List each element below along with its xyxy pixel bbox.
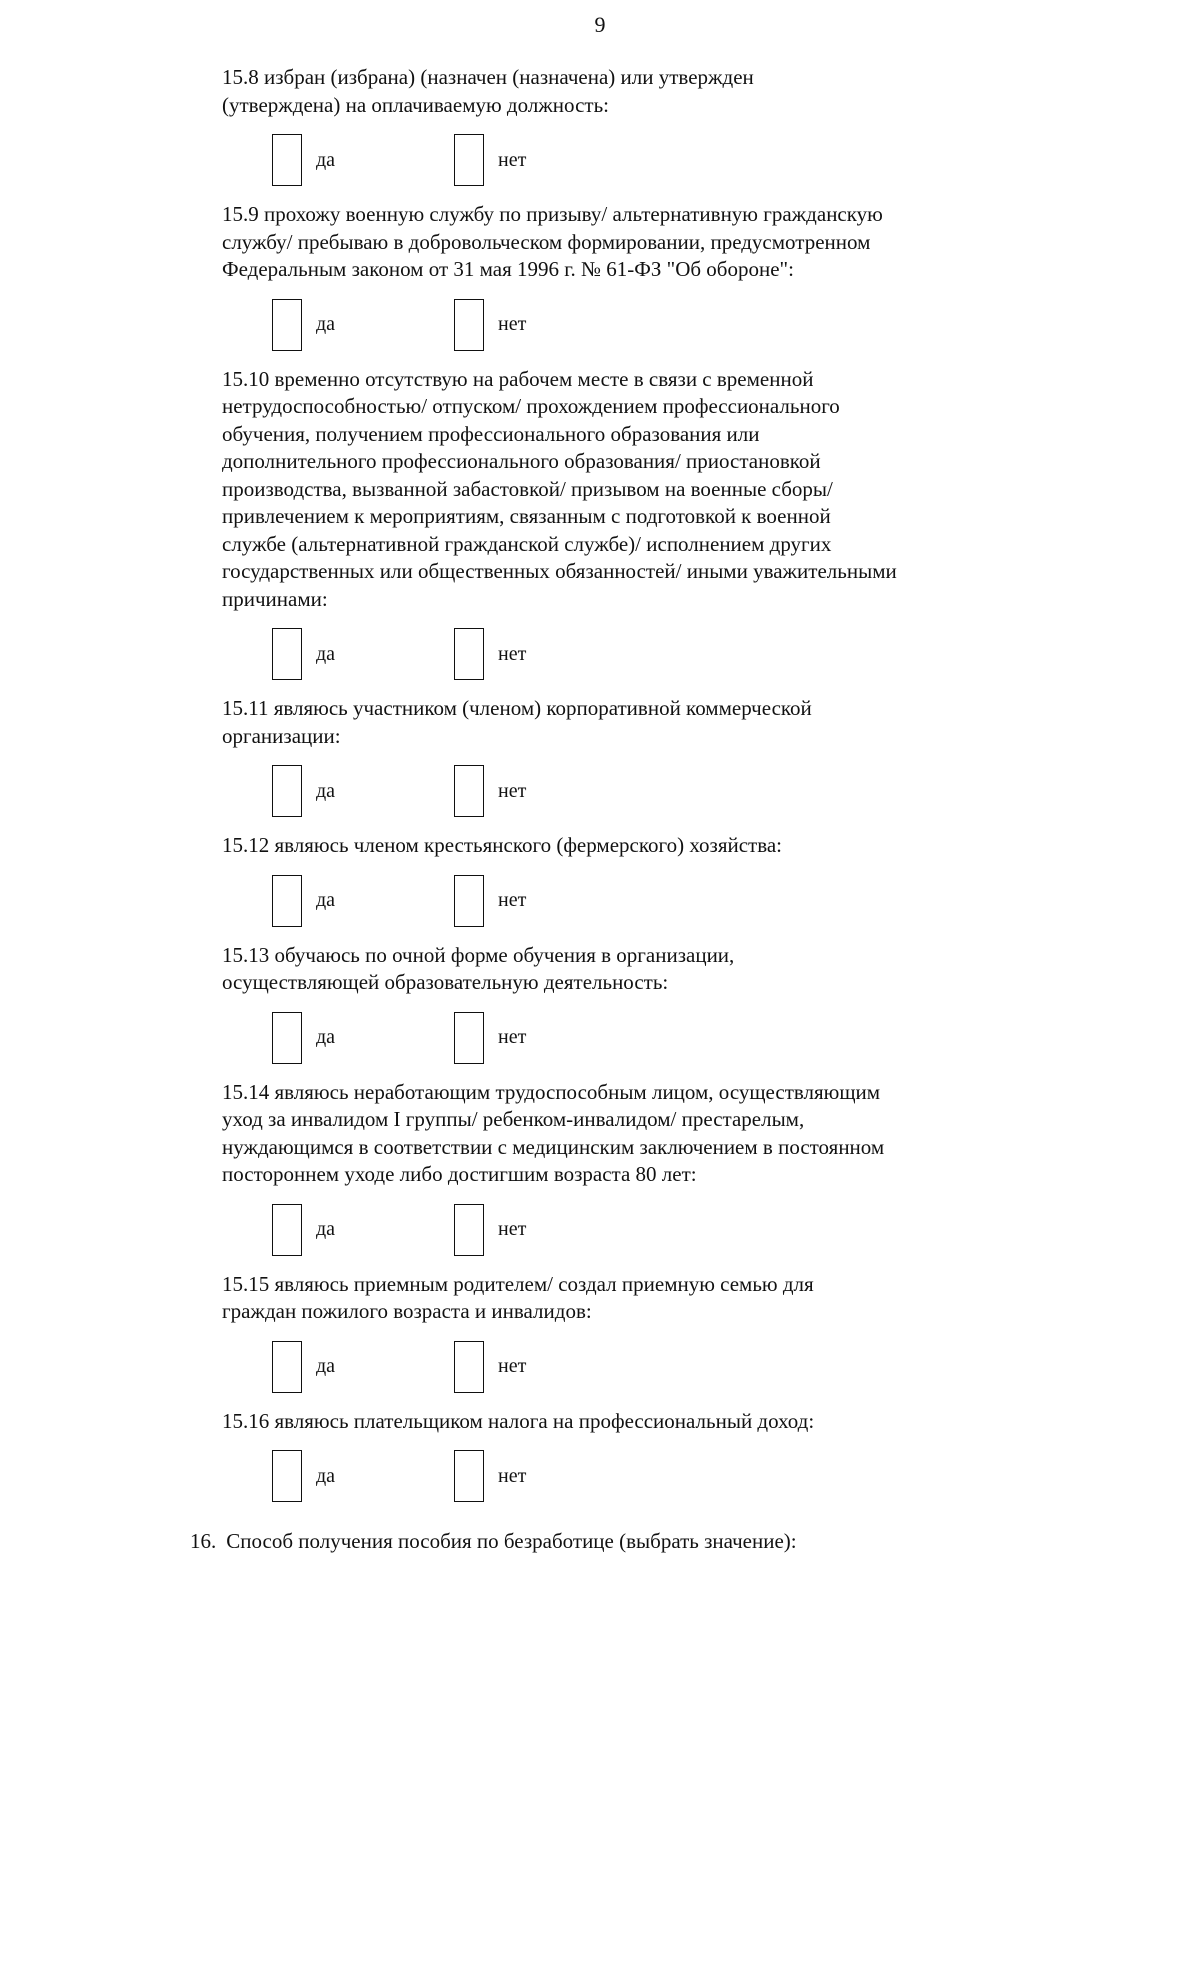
answer-options — [222, 1449, 1022, 1503]
no-label: нет — [498, 1464, 527, 1487]
section-heading: Способ получения пособия по безработице (выбрать значение): — [226, 1529, 797, 1553]
yes-option — [272, 1203, 335, 1257]
no-option — [454, 1203, 526, 1257]
question-text: 15.13 обучаюсь по очной форме обучения в организации, осуществляющей образовательную деятельность: — [222, 942, 735, 994]
no-option — [454, 298, 526, 352]
answer-options — [222, 1340, 1022, 1394]
yes-label: да — [316, 1355, 336, 1377]
question-15-14 — [222, 1079, 1022, 1257]
no-option — [454, 627, 526, 681]
no-checkbox[interactable] — [454, 134, 484, 186]
no-checkbox[interactable] — [454, 765, 484, 817]
no-option — [454, 874, 526, 928]
answer-options — [222, 764, 1022, 818]
yes-option — [272, 298, 335, 352]
yes-checkbox[interactable] — [272, 299, 302, 351]
answer-options — [222, 874, 1022, 928]
yes-checkbox[interactable] — [272, 1204, 302, 1256]
no-label: нет — [498, 148, 527, 171]
question-text: 15.16 являюсь плательщиком налога на профессиональный доход: — [222, 1408, 815, 1433]
yes-label: да — [316, 1026, 336, 1048]
answer-options — [222, 133, 1022, 187]
answer-options — [222, 627, 1022, 681]
no-option — [454, 764, 526, 818]
question-15-11 — [222, 695, 1022, 818]
no-option — [454, 1011, 526, 1065]
no-checkbox[interactable] — [454, 875, 484, 927]
no-option — [454, 1449, 526, 1503]
yes-option — [272, 627, 335, 681]
no-option — [454, 133, 526, 187]
question-text: 15.11 являюсь участником (членом) корпоративной коммерческой организации: — [222, 696, 812, 748]
question-15-15 — [222, 1271, 1022, 1394]
answer-options — [222, 298, 1022, 352]
question-15-13 — [222, 942, 1022, 1065]
no-checkbox[interactable] — [454, 1012, 484, 1064]
yes-label: да — [316, 889, 336, 911]
question-text: 15.15 являюсь приемным родителем/ создал приемную семью для граждан пожилого возраста и инвалидов: — [222, 1271, 814, 1323]
yes-label: да — [316, 779, 336, 802]
no-label: нет — [498, 1218, 527, 1240]
yes-checkbox[interactable] — [272, 1341, 302, 1393]
yes-checkbox[interactable] — [272, 1450, 302, 1502]
yes-option — [272, 764, 335, 818]
no-label: нет — [498, 642, 527, 665]
yes-option — [272, 1011, 335, 1065]
page-number: 9 — [594, 12, 606, 37]
questionnaire — [222, 64, 1022, 1517]
no-label: нет — [498, 1355, 527, 1377]
no-checkbox[interactable] — [454, 628, 484, 680]
question-15-12 — [222, 832, 1022, 928]
question-15-8 — [222, 64, 1022, 187]
no-checkbox[interactable] — [454, 299, 484, 351]
no-label: нет — [498, 1026, 527, 1048]
yes-label: да — [316, 148, 336, 171]
no-label: нет — [498, 889, 527, 911]
question-text: 15.9 прохожу военную службу по призыву/ альтернативную гражданскую службу/ пребываю в добровольческом формировании, предусмотренном Федеральным законом от 31 мая 1996 г. № 61-ФЗ "Об обороне": — [222, 202, 883, 281]
question-text: 15.8 избран (избрана) (назначен (назначена) или утвержден (утверждена) на оплачиваемую должность: — [222, 65, 754, 117]
yes-option — [272, 133, 335, 187]
no-label: нет — [498, 779, 527, 802]
yes-option — [272, 1340, 335, 1394]
yes-option — [272, 874, 335, 928]
section-16 — [190, 1528, 797, 1555]
question-text: 15.14 являюсь неработающим трудоспособным лицом, осуществляющим уход за инвалидом I группы/ ребенком-инвалидом/ престарелым, нуждающимся в соответствии с медицинским заключением в постоянном постороннем уходе либо достигшим возраста 80 лет: — [222, 1079, 885, 1186]
yes-checkbox[interactable] — [272, 1012, 302, 1064]
section-number: 16. — [190, 1529, 217, 1553]
yes-checkbox[interactable] — [272, 134, 302, 186]
no-checkbox[interactable] — [454, 1204, 484, 1256]
yes-label: да — [316, 1218, 336, 1240]
yes-checkbox[interactable] — [272, 628, 302, 680]
yes-checkbox[interactable] — [272, 765, 302, 817]
yes-label: да — [316, 1464, 336, 1487]
no-label: нет — [498, 313, 527, 335]
yes-option — [272, 1449, 335, 1503]
yes-checkbox[interactable] — [272, 875, 302, 927]
question-text: 15.10 временно отсутствую на рабочем месте в связи с временной нетрудоспособностью/ отпуском/ прохождением профессионального обучения, получением профессионального образования или дополнительного профессионального образования/ приостановкой производства, вызванной забастовкой/ призывом на военные сборы/ привлечением к мероприятиям, связанным с подготовкой к военной службе (альтернативной гражданской службе)/ исполнением других государственных или общественных обязанностей/ иными уважительными причинами: — [222, 366, 897, 611]
no-checkbox[interactable] — [454, 1341, 484, 1393]
no-checkbox[interactable] — [454, 1450, 484, 1502]
yes-label: да — [316, 642, 336, 665]
answer-options — [222, 1011, 1022, 1065]
question-text: 15.12 являюсь членом крестьянского (фермерского) хозяйства: — [222, 833, 783, 857]
question-15-9 — [222, 201, 1022, 352]
question-15-16 — [222, 1408, 1022, 1504]
question-15-10 — [222, 366, 1022, 682]
no-option — [454, 1340, 526, 1394]
answer-options — [222, 1203, 1022, 1257]
yes-label: да — [316, 313, 336, 335]
